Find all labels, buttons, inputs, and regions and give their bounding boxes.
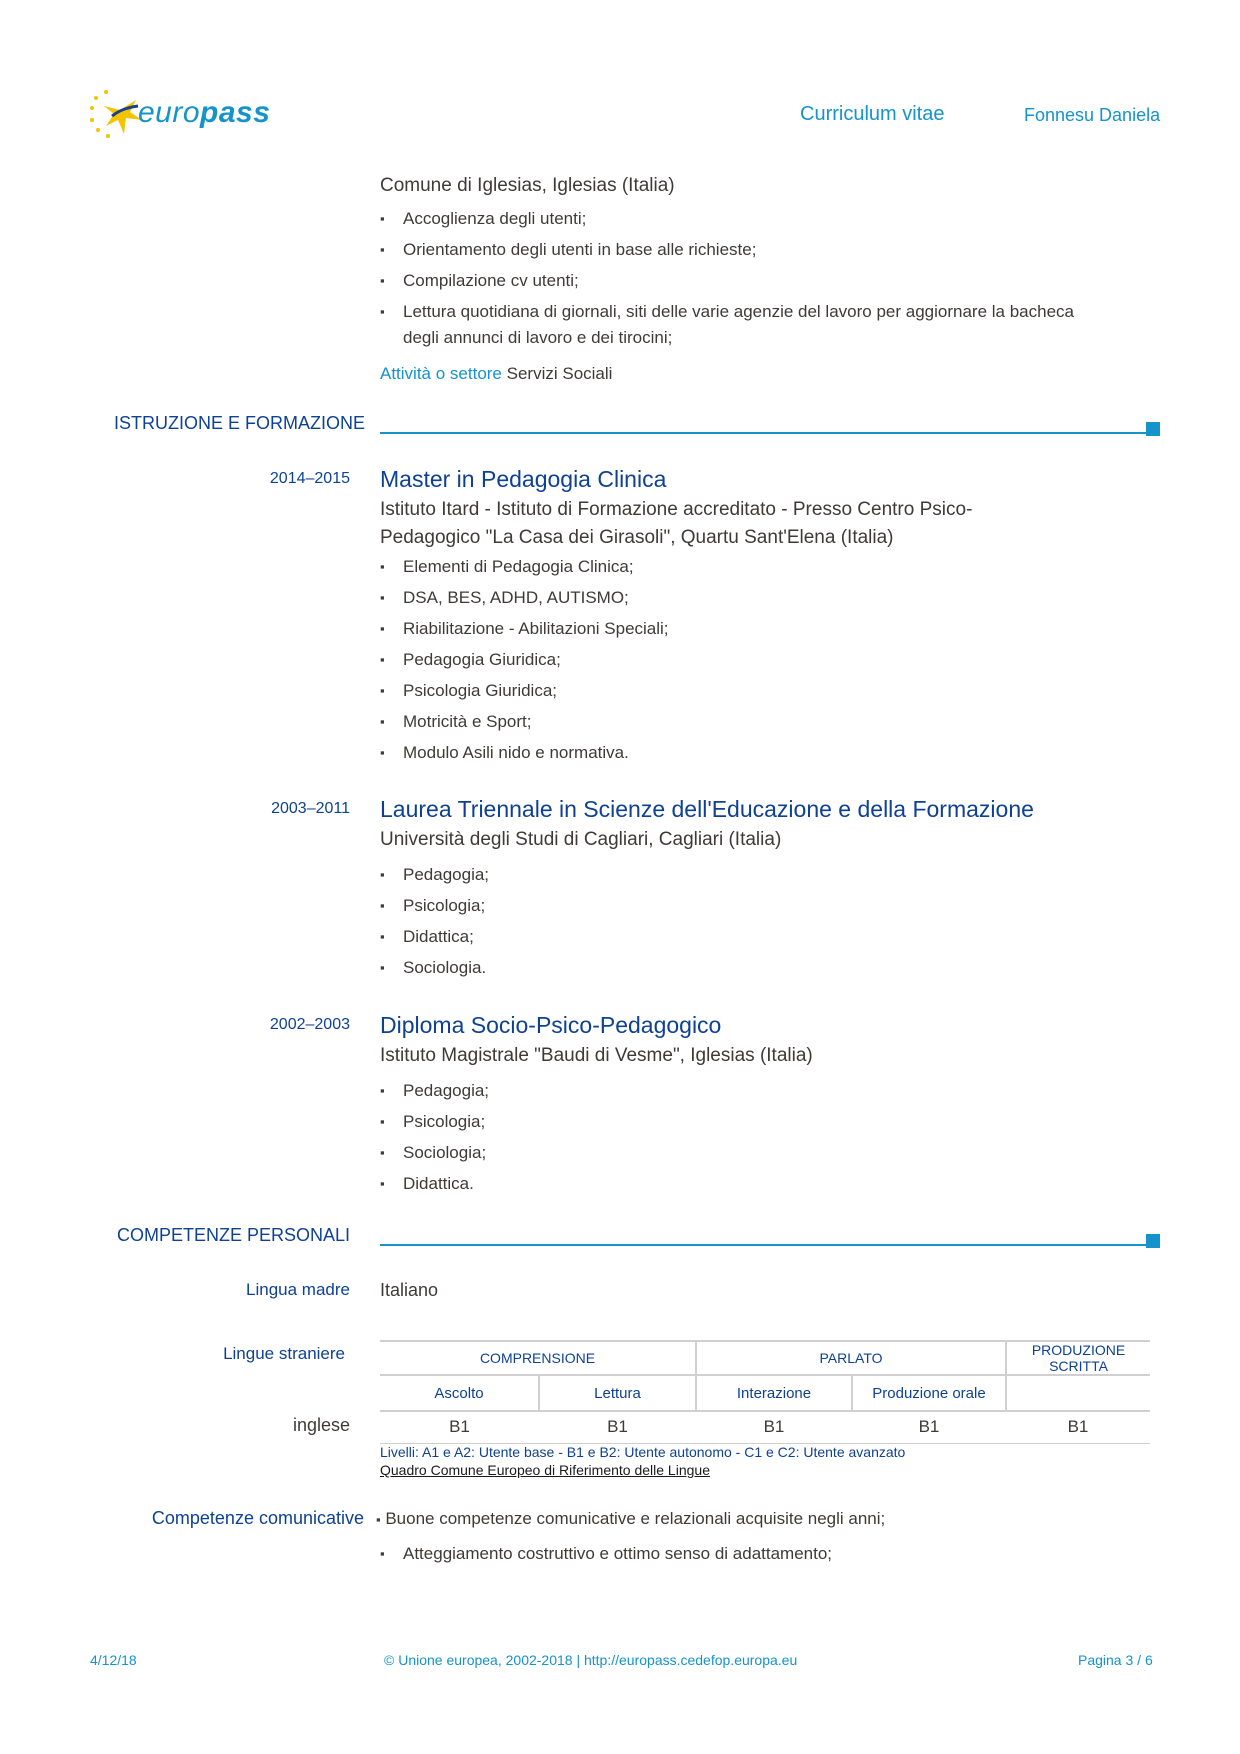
section-title-personal-skills: COMPETENZE PERSONALI xyxy=(116,1225,350,1245)
header-comprehension: COMPRENSIONE xyxy=(380,1341,696,1375)
footer-page-number: Pagina 3 / 6 xyxy=(1078,1652,1153,1668)
mother-tongue-label: Lingua madre xyxy=(246,1280,350,1299)
section-divider-square xyxy=(1146,422,1160,436)
list-item: ▪ Didattica; xyxy=(380,924,1100,950)
level-cell: B1 xyxy=(607,1417,628,1437)
logo-wordmark: europass xyxy=(138,96,271,129)
list-item: Buone competenze comunicative e relazionali acquisite negli anni; xyxy=(385,1509,886,1528)
entry-item-list xyxy=(380,862,1100,986)
header-interaction: Interazione xyxy=(696,1375,852,1411)
list-item: ▪ Modulo Asili nido e normativa. xyxy=(380,740,1100,766)
header-writing: PRODUZIONE SCRITTA xyxy=(1031,1342,1126,1374)
footer-date: 4/12/18 xyxy=(90,1652,137,1668)
language-name: inglese xyxy=(292,1415,350,1435)
entry-organisation: Istituto Itard - Istituto di Formazione accreditato - Presso Centro Psico- Pedagogico "La Casa dei Girasoli", Quartu Sant'Elena (Italia) xyxy=(380,499,973,548)
job-task-list xyxy=(380,206,1100,356)
list-item: ▪ Motricità e Sport; xyxy=(380,709,1100,735)
list-item: ▪ Psicologia; xyxy=(380,893,1100,919)
list-item: ▪ Orientamento degli utenti in base alle richieste; xyxy=(380,237,1100,263)
list-item: ▪ Pedagogia; xyxy=(380,862,1100,888)
entry-dates: 2003–2011 xyxy=(271,800,350,817)
entry-organisation: Istituto Magistrale "Baudi di Vesme", Iglesias (Italia) xyxy=(380,1045,813,1066)
entry-item-list xyxy=(380,554,1100,771)
entry-title: Master in Pedagogia Clinica xyxy=(380,466,667,492)
sector-value: Servizi Sociali xyxy=(506,364,613,383)
entry-title: Diploma Socio-Psico-Pedagogico xyxy=(380,1012,722,1038)
communication-skills-label: Competenze comunicative xyxy=(151,1508,364,1528)
level-cell: B1 xyxy=(449,1417,470,1437)
foreign-languages-label: Lingue straniere xyxy=(223,1344,345,1363)
bullet-icon: ▪ xyxy=(376,1512,381,1527)
header-writing-empty xyxy=(1006,1375,1150,1411)
levels-note: Livelli: A1 e A2: Utente base - B1 e B2: Utente autonomo - C1 e C2: Utente avanzato xyxy=(380,1444,906,1460)
entry-dates: 2014–2015 xyxy=(269,470,350,487)
document-title: Curriculum vitae xyxy=(800,103,945,125)
europass-logo xyxy=(86,86,271,142)
mother-tongue-value: Italiano xyxy=(380,1280,439,1300)
level-cell: B1 xyxy=(763,1417,785,1437)
list-item: ▪ Pedagogia; xyxy=(380,1078,1100,1104)
entry-item-list xyxy=(380,1078,1100,1202)
list-item: ▪ Elementi di Pedagogia Clinica; xyxy=(380,554,1100,580)
language-table xyxy=(380,1340,1150,1444)
header-listening: Ascolto xyxy=(380,1375,539,1411)
sector-line xyxy=(380,364,612,384)
list-item: ▪ Psicologia; xyxy=(380,1109,1100,1135)
person-name: Fonnesu Daniela xyxy=(1024,105,1161,125)
section-divider xyxy=(380,432,1150,434)
communication-item-inline xyxy=(376,1509,885,1529)
list-item: ▪ Lettura quotidiana di giornali, siti delle varie agenzie del lavoro per aggiornare la bacheca degli annunci di lavoro e dei tirocini; xyxy=(380,299,1100,351)
list-item: ▪ Psicologia Giuridica; xyxy=(380,678,1100,704)
communication-item-list xyxy=(380,1541,1100,1572)
sector-label: Attività o settore xyxy=(380,364,502,383)
list-item: ▪ Sociologia; xyxy=(380,1140,1100,1166)
level-cell: B1 xyxy=(1067,1417,1089,1437)
entry-organisation: Università degli Studi di Cagliari, Cagliari (Italia) xyxy=(380,829,782,850)
footer-copyright[interactable]: © Unione europea, 2002-2018 | http://europass.cedefop.europa.eu xyxy=(384,1652,798,1668)
header-oral-production: Produzione orale xyxy=(852,1375,1006,1411)
list-item: ▪ DSA, BES, ADHD, AUTISMO; xyxy=(380,585,1100,611)
section-title-education: ISTRUZIONE E FORMAZIONE xyxy=(113,413,365,433)
level-cell: B1 xyxy=(918,1417,940,1437)
list-item: ▪ Didattica. xyxy=(380,1171,1100,1197)
entry-title: Laurea Triennale in Scienze dell'Educazione e della Formazione xyxy=(380,796,1034,822)
section-divider xyxy=(380,1244,1150,1246)
list-item: ▪ Pedagogia Giuridica; xyxy=(380,647,1100,673)
list-item: ▪ Riabilitazione - Abilitazioni Speciali; xyxy=(380,616,1100,642)
europass-star-figure-icon xyxy=(86,86,146,142)
list-item: ▪ Sociologia. xyxy=(380,955,1100,981)
section-divider-square xyxy=(1146,1234,1160,1248)
header-speaking: PARLATO xyxy=(696,1341,1006,1375)
employer: Comune di Iglesias, Iglesias (Italia) xyxy=(380,175,675,196)
entry-dates: 2002–2003 xyxy=(269,1016,350,1033)
list-item: ▪ Atteggiamento costruttivo e ottimo senso di adattamento; xyxy=(380,1541,1100,1567)
header-reading: Lettura xyxy=(539,1375,696,1411)
framework-link[interactable]: Quadro Comune Europeo di Riferimento delle Lingue xyxy=(380,1462,710,1478)
list-item: ▪ Compilazione cv utenti; xyxy=(380,268,1100,294)
list-item: ▪ Accoglienza degli utenti; xyxy=(380,206,1100,232)
